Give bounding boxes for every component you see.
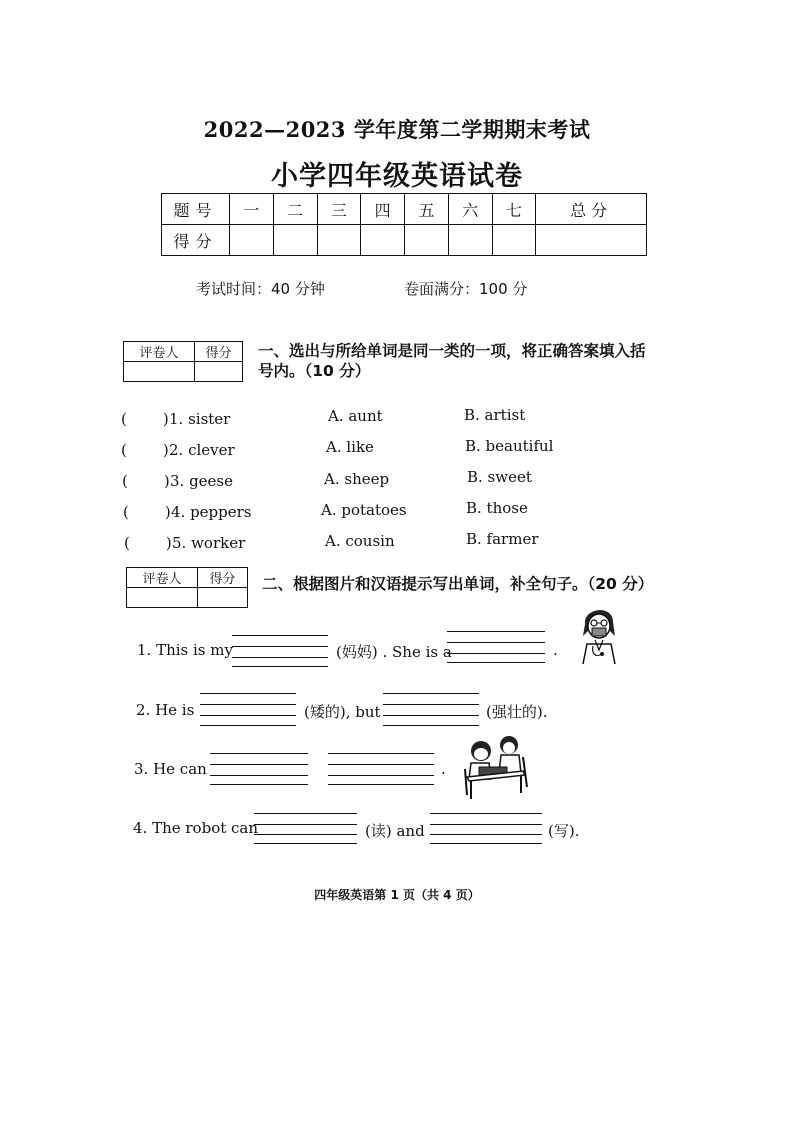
grader-score-cell[interactable] (195, 362, 243, 382)
writing-lines[interactable] (328, 753, 434, 785)
column-6: 六 (448, 194, 492, 225)
page-footer: 四年级英语第 1 页（共 4 页） (314, 888, 480, 902)
section-1-title-line1: 一、选出与所给单词是同一类的一项，将正确答案填入括 (258, 342, 646, 360)
grader-box (123, 341, 243, 382)
answer-blank[interactable]: ( ) (122, 472, 170, 490)
option-b: B. farmer (466, 530, 539, 548)
score-label: 得分 (162, 225, 230, 256)
column-7: 七 (492, 194, 536, 225)
section-2-title: 二、根据图片和汉语提示写出单词，补全句子。（20 分） (262, 575, 654, 593)
score-cell[interactable] (536, 225, 647, 256)
sentence-2-end-hint: (强壮的). (486, 703, 548, 721)
option-b: B. beautiful (465, 437, 554, 455)
question-5 (124, 532, 245, 554)
question-word: 1. sister (169, 410, 231, 428)
total-label: 总分 (536, 194, 647, 225)
column-4: 四 (361, 194, 405, 225)
column-1: 一 (230, 194, 274, 225)
score-cell[interactable] (361, 225, 405, 256)
score-cell[interactable] (492, 225, 536, 256)
column-3: 三 (317, 194, 361, 225)
sentence-3-start: 3. He can (134, 760, 207, 778)
exam-subtitle: 小学四年级英语试卷 (271, 161, 523, 192)
sentence-2-hint: (矮的), but (304, 703, 381, 721)
exam-full-score: 卷面满分：100 分 (404, 280, 528, 298)
question-1 (121, 408, 230, 430)
question-word: 2. clever (169, 441, 235, 459)
score-cell[interactable] (317, 225, 361, 256)
score-cell[interactable] (448, 225, 492, 256)
answer-blank[interactable]: ( ) (121, 410, 169, 428)
grader-cell[interactable] (127, 588, 198, 608)
sentence-1-start: 1. This is my (137, 641, 233, 659)
grader-score-cell[interactable] (198, 588, 248, 608)
question-word: 3. geese (170, 472, 234, 490)
doctor-picture (577, 602, 621, 668)
exam-time: 考试时间：40 分钟 (196, 280, 325, 298)
column-2: 二 (273, 194, 317, 225)
sentence-4-start: 4. The robot can (133, 819, 259, 837)
option-a: A. sheep (324, 470, 390, 488)
writing-lines[interactable] (430, 813, 542, 844)
writing-lines[interactable] (200, 693, 296, 726)
grader-label: 评卷人 (124, 342, 195, 362)
sentence-4-end-hint: (写). (548, 822, 580, 840)
sentence-1-end: . (553, 641, 558, 659)
grader-box (126, 567, 248, 608)
grader-label: 评卷人 (127, 568, 198, 588)
option-a: A. cousin (325, 532, 395, 550)
exam-title: 2022—2023 学年度第二学期期末考试 (203, 117, 591, 142)
question-word: 4. peppers (171, 503, 252, 521)
question-number-label: 题号 (162, 194, 230, 225)
writing-lines[interactable] (254, 813, 357, 844)
option-a: A. like (326, 438, 374, 456)
option-b: B. those (466, 499, 528, 517)
writing-lines[interactable] (232, 635, 328, 667)
grader-score-label: 得分 (195, 342, 243, 362)
option-a: A. aunt (328, 407, 383, 425)
question-4 (123, 501, 252, 523)
score-table (161, 193, 647, 256)
chess-players-picture (463, 733, 533, 801)
option-b: B. artist (464, 406, 526, 424)
option-a: A. potatoes (321, 501, 407, 519)
sentence-1-hint: (妈妈) . She is a (336, 643, 452, 661)
writing-lines[interactable] (447, 631, 545, 663)
question-2 (121, 439, 235, 461)
sentence-3-end: . (441, 760, 446, 778)
question-3 (122, 470, 233, 492)
sentence-2-start: 2. He is (136, 701, 195, 719)
score-table-score-row (162, 225, 647, 256)
score-cell[interactable] (405, 225, 449, 256)
score-cell[interactable] (230, 225, 274, 256)
column-5: 五 (405, 194, 449, 225)
score-table-header-row (162, 194, 647, 225)
grader-score-label: 得分 (198, 568, 248, 588)
writing-lines[interactable] (210, 753, 308, 785)
option-b: B. sweet (467, 468, 532, 486)
sentence-4-hint: (读) and (365, 822, 425, 840)
answer-blank[interactable]: ( ) (123, 503, 171, 521)
score-cell[interactable] (273, 225, 317, 256)
section-1-title-line2: 号内。（10 分） (258, 362, 371, 380)
grader-cell[interactable] (124, 362, 195, 382)
answer-blank[interactable]: ( ) (121, 441, 169, 459)
question-word: 5. worker (172, 534, 246, 552)
writing-lines[interactable] (383, 693, 479, 726)
answer-blank[interactable]: ( ) (124, 534, 172, 552)
